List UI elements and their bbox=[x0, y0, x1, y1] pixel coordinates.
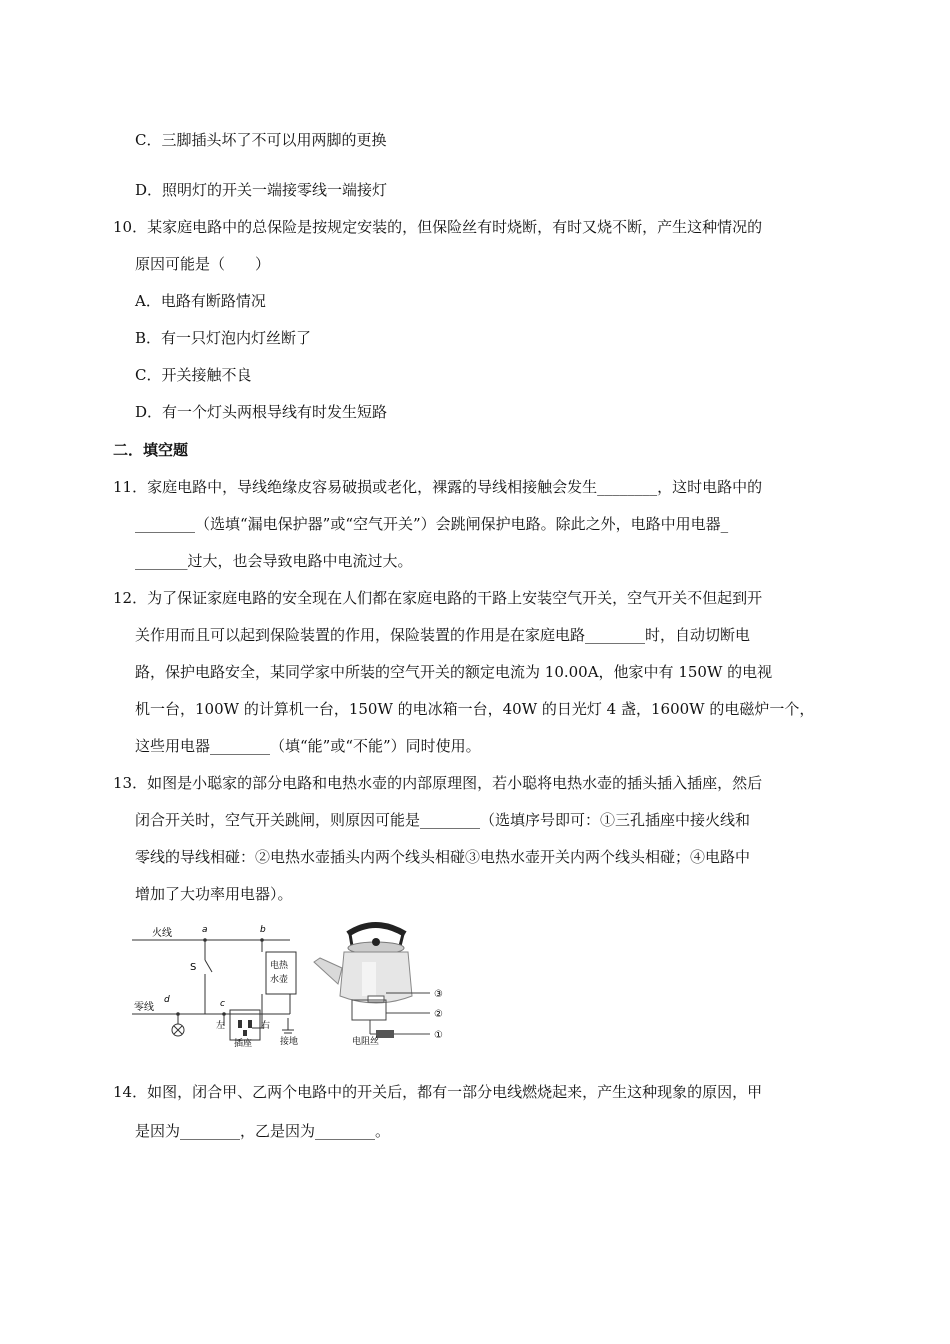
point-d-label: d bbox=[164, 995, 170, 1005]
socket-label: 插座 bbox=[234, 1039, 253, 1048]
q14-line2: 是因为________，乙是因为________。 bbox=[135, 1122, 391, 1140]
point-a-label: a bbox=[202, 925, 208, 935]
q12-line1: 12．为了保证家庭电路的安全现在人们都在家庭电路的干路上安装空气开关，空气开关不但起到开 bbox=[113, 589, 763, 607]
circuit-kettle-figure bbox=[130, 918, 460, 1048]
q13-line3: 零线的导线相碰：②电热水壶插头内两个线头相碰③电热水壶开关内两个线头相碰；④电路中 bbox=[135, 848, 751, 866]
q11-line3: _______过大，也会导致电路中电流过大。 bbox=[135, 552, 413, 570]
kettle-terminal-3: ③ bbox=[434, 989, 443, 1000]
switch-label: S bbox=[190, 962, 197, 973]
q11-line1: 11．家庭电路中，导线绝缘皮容易破损或老化，裸露的导线相接触会发生________，这时电路中的 bbox=[113, 478, 763, 496]
socket-right-label: 右 bbox=[261, 1021, 271, 1031]
neutral-wire-label: 零线 bbox=[134, 1002, 154, 1013]
kettle-terminal-1: ① bbox=[434, 1030, 443, 1041]
kettle-box-label-2: 水壶 bbox=[270, 975, 289, 985]
kettle-box-label-1: 电热 bbox=[270, 961, 289, 971]
q12-line3: 路，保护电路安全，某同学家中所装的空气开关的额定电流为 10.00A，他家中有 150W 的电视 bbox=[135, 663, 773, 681]
q10-option-b: B．有一只灯泡内灯丝断了 bbox=[135, 329, 312, 347]
q10-option-a: A．电路有断路情况 bbox=[135, 292, 266, 310]
socket-left-label: 左 bbox=[216, 1021, 226, 1031]
q10-stem-line2: 原因可能是（ ） bbox=[135, 255, 271, 273]
q10-option-c: C．开关接触不良 bbox=[135, 366, 252, 384]
q12-line5: 这些用电器________（填“能”或“不能”）同时使用。 bbox=[135, 737, 481, 755]
kettle-terminal-2: ② bbox=[434, 1009, 443, 1020]
q13-line4: 增加了大功率用电器）。 bbox=[135, 885, 293, 903]
section-heading-fill-in: 二．填空题 bbox=[113, 441, 189, 459]
q9-option-c: C．三脚插头坏了不可以用两脚的更换 bbox=[135, 131, 387, 149]
point-b-label: b bbox=[260, 925, 266, 935]
q10-stem-line1: 10．某家庭电路中的总保险是按规定安装的，但保险丝有时烧断，有时又烧不断，产生这种情况的 bbox=[113, 218, 763, 236]
ground-label: 接地 bbox=[280, 1037, 299, 1047]
q13-line1: 13．如图是小聪家的部分电路和电热水壶的内部原理图，若小聪将电热水壶的插头插入插座，然后 bbox=[113, 774, 763, 792]
q12-line2: 关作用而且可以起到保险装置的作用，保险装置的作用是在家庭电路________时，自动切断电 bbox=[135, 626, 751, 644]
kettle-icon bbox=[314, 925, 430, 1038]
point-c-label: c bbox=[220, 999, 225, 1009]
q9-option-d: D．照明灯的开关一端接零线一端接灯 bbox=[135, 181, 388, 199]
q12-line4: 机一台，100W 的计算机一台，150W 的电冰箱一台，40W 的日光灯 4 盏，1600W 的电磁炉一个， bbox=[135, 700, 815, 718]
q13-line2: 闭合开关时，空气开关跳闸，则原因可能是________（选填序号即可：①三孔插座中接火线和 bbox=[135, 811, 751, 829]
resistor-wire-label: 电阻丝 bbox=[352, 1037, 380, 1047]
q11-line2: ________（选填“漏电保护器”或“空气开关”）会跳闸保护电路。除此之外，电路中用电器_ bbox=[135, 515, 729, 533]
q10-option-d: D．有一个灯头两根导线有时发生短路 bbox=[135, 403, 388, 421]
q14-line1: 14．如图，闭合甲、乙两个电路中的开关后，都有一部分电线燃烧起来，产生这种现象的原因，甲 bbox=[113, 1083, 763, 1101]
live-wire-label: 火线 bbox=[152, 928, 172, 939]
